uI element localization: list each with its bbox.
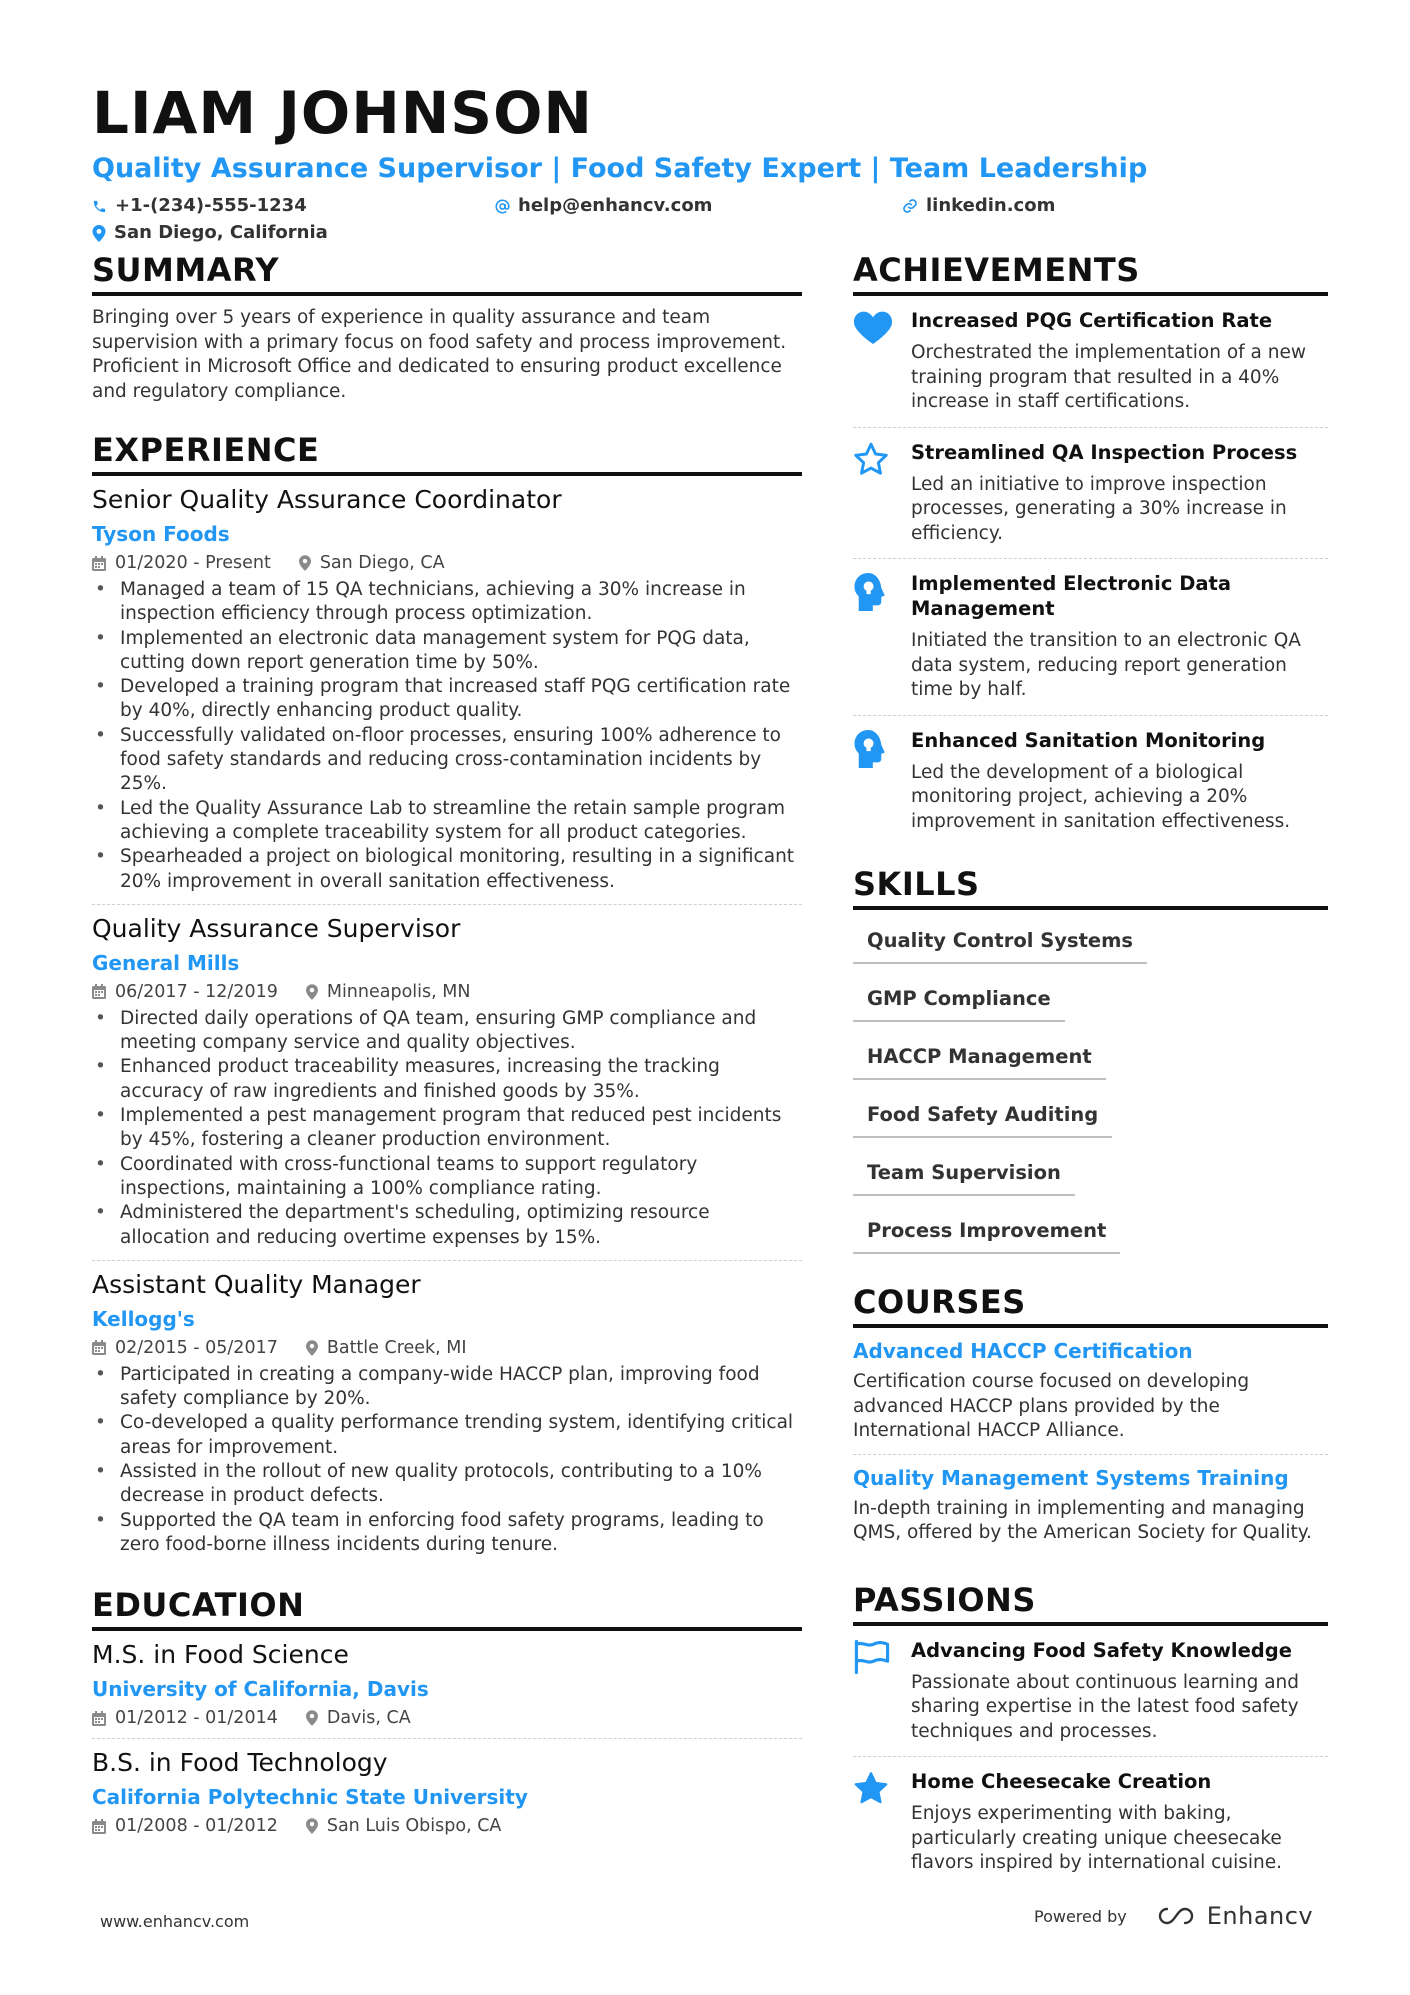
achievement-desc: Led an initiative to improve inspection processes, generating a 30% increase in efficiency.	[911, 473, 1287, 544]
star-outline-icon	[853, 442, 889, 476]
enhancv-logo-icon	[1153, 1903, 1199, 1929]
location-text: Battle Creek, MI	[326, 1337, 467, 1358]
bullet-item: • Managed a team of 15 QA technicians, achieving a 30% increase in inspection efficiency through process optimization.	[92, 578, 802, 627]
phone-text: +1-(234)-555-1234	[115, 195, 307, 216]
job-meta	[92, 1336, 802, 1360]
experience-heading: EXPERIENCE	[92, 430, 802, 476]
job-title: Assistant Quality Manager	[92, 1269, 421, 1299]
education-meta	[92, 1706, 802, 1730]
location-pin-icon	[306, 984, 318, 1000]
skill-tag: Quality Control Systems	[853, 920, 1147, 964]
job-meta	[92, 980, 802, 1004]
heart-icon	[853, 310, 893, 344]
location-pin-icon	[306, 1818, 318, 1834]
location-pin-icon	[306, 1340, 318, 1356]
skills-list	[853, 920, 1328, 1268]
summary-section	[92, 250, 802, 404]
right-column	[853, 250, 1328, 1914]
location-pin-icon	[299, 555, 311, 571]
experience-section	[92, 430, 802, 1567]
location-text: San Diego, CA	[319, 553, 445, 573]
link-icon	[902, 198, 918, 214]
company-name: Tyson Foods	[92, 522, 230, 546]
achievement-desc: Initiated the transition to an electronic QA data system, reducing report generation time by half.	[911, 630, 1301, 700]
passion-desc: Enjoys experimenting with baking, particularly creating unique cheesecake flavors inspired by international cuisine.	[911, 1803, 1282, 1873]
skills-heading: SKILLS	[853, 864, 1328, 910]
flag-icon	[853, 1640, 891, 1674]
footer-powered	[1034, 1902, 1313, 1930]
school-name: University of California, Davis	[92, 1677, 429, 1702]
bullet-item: • Implemented a pest management program that reduced pest incidents by 45%, fostering a cleaner production environment.	[92, 1104, 802, 1153]
achievement-icon-wrap	[853, 571, 911, 703]
bullet-item: • Directed daily operations of QA team, ensuring GMP compliance and meeting company service and quality objectives.	[92, 1007, 802, 1056]
achievement-icon-wrap	[853, 308, 911, 415]
contact-row	[92, 194, 1332, 218]
achievement-icon-wrap	[853, 728, 911, 835]
dates-text: 01/2020 - Present	[115, 553, 271, 573]
brand-text[interactable]: Enhancv	[1206, 1902, 1314, 1930]
achievement-body	[911, 308, 1328, 415]
education-dates	[92, 1814, 278, 1838]
skill-tag: Team Supervision	[853, 1152, 1075, 1196]
education-section	[92, 1585, 802, 1846]
passions-section	[853, 1580, 1328, 1888]
achievement-body	[911, 728, 1328, 835]
bullet-item: • Supported the QA team in enforcing food safety programs, leading to zero food-borne illness incidents during tenure.	[92, 1509, 802, 1558]
job-dates	[92, 1336, 278, 1360]
skills-section	[853, 864, 1328, 1268]
email-item[interactable]	[495, 194, 902, 218]
job-bullets	[92, 1007, 802, 1250]
school-name: California Polytechnic State University	[92, 1785, 528, 1810]
phone-icon	[92, 199, 107, 214]
job-location	[306, 980, 471, 1004]
course-title: Advanced HACCP Certification	[853, 1339, 1193, 1363]
education-meta	[92, 1814, 802, 1838]
education-location	[306, 1814, 502, 1838]
courses-section	[853, 1282, 1328, 1556]
brain-head-icon	[853, 573, 887, 611]
passions-heading: PASSIONS	[853, 1580, 1328, 1626]
job-dates	[92, 980, 278, 1004]
bullet-item: • Co-developed a quality performance trending system, identifying critical areas for improvement.	[92, 1411, 802, 1460]
bullet-item: • Enhanced product traceability measures, increasing the tracking accuracy of raw ingredients and finished goods by 35%.	[92, 1055, 802, 1104]
linkedin-item[interactable]	[902, 194, 1055, 218]
brain-head-icon	[853, 730, 887, 768]
passion-desc: Passionate about continuous learning and sharing expertise in the latest food safety techniques and processes.	[911, 1671, 1300, 1742]
education-heading: EDUCATION	[92, 1585, 802, 1631]
calendar-icon	[92, 984, 106, 999]
achievement-item	[853, 428, 1328, 560]
skill-tag: Food Safety Auditing	[853, 1094, 1112, 1138]
achievement-item	[853, 559, 1328, 716]
education-entry	[92, 1631, 802, 1739]
passion-item	[853, 1626, 1328, 1758]
passion-icon-wrap	[853, 1638, 911, 1745]
achievement-body	[911, 571, 1328, 703]
job-bullets	[92, 578, 802, 894]
achievement-icon-wrap	[853, 440, 911, 547]
education-entry	[92, 1739, 802, 1846]
skill-tag: HACCP Management	[853, 1036, 1106, 1080]
passion-body	[911, 1769, 1328, 1876]
achievement-desc: Led the development of a biological monitoring project, achieving a 20% improvement in sanitation effectiveness.	[911, 761, 1291, 832]
bullet-item: • Administered the department's scheduling, optimizing resource allocation and reducing overtime expenses by 15%.	[92, 1201, 802, 1250]
location-text: Davis, CA	[326, 1708, 411, 1729]
summary-text: Bringing over 5 years of experience in quality assurance and team supervision with a primary focus on food safety and process improvement. Proficient in Microsoft Office and dedicated to ensuring product excellence and regulatory compliance.	[92, 307, 787, 402]
achievement-title: Streamlined QA Inspection Process	[911, 440, 1298, 464]
skill-tag: GMP Compliance	[853, 978, 1065, 1022]
job-entry	[92, 1261, 802, 1567]
company-name: Kellogg's	[92, 1306, 195, 1331]
linkedin-text[interactable]: linkedin.com	[926, 195, 1056, 216]
calendar-icon	[92, 556, 106, 571]
dates-text: 06/2017 - 12/2019	[115, 981, 278, 1002]
job-location	[299, 551, 445, 575]
company-name: General Mills	[92, 950, 240, 975]
passion-body	[911, 1638, 1328, 1745]
bullet-item: • Assisted in the rollout of new quality protocols, contributing to a 10% decrease in product defects.	[92, 1460, 802, 1509]
summary-heading: SUMMARY	[92, 250, 802, 296]
location-item	[92, 221, 328, 245]
dates-text: 02/2015 - 05/2017	[115, 1337, 278, 1358]
job-bullets	[92, 1363, 802, 1557]
location-text: San Diego, California	[114, 222, 328, 243]
degree-title: B.S. in Food Technology	[92, 1748, 388, 1778]
job-title: Senior Quality Assurance Coordinator	[92, 485, 562, 514]
email-text[interactable]: help@enhancv.com	[518, 195, 713, 216]
bullet-item: • Implemented an electronic data management system for PQG data, cutting down report generation time by 50%.	[92, 627, 802, 676]
achievement-title: Implemented Electronic Data Management	[911, 572, 1232, 620]
location-pin-icon	[92, 225, 106, 242]
course-desc: In-depth training in implementing and managing QMS, offered by the American Society for Quality.	[853, 1497, 1312, 1543]
job-location	[306, 1336, 467, 1360]
passion-icon-wrap	[853, 1769, 911, 1876]
calendar-icon	[92, 1340, 106, 1355]
courses-heading: COURSES	[853, 1282, 1328, 1328]
dates-text: 01/2012 - 01/2014	[115, 1708, 278, 1729]
job-entry	[92, 476, 802, 905]
location-text: San Luis Obispo, CA	[326, 1816, 502, 1837]
bullet-item: • Participated in creating a company-wide HACCP plan, improving food safety compliance by 20%.	[92, 1363, 802, 1412]
star-filled-icon	[853, 1771, 889, 1805]
calendar-icon	[92, 1819, 106, 1834]
job-entry	[92, 905, 802, 1261]
left-column	[92, 250, 802, 1872]
achievement-item	[853, 716, 1328, 847]
skill-tag: Process Improvement	[853, 1210, 1120, 1254]
candidate-name: LIAM JOHNSON	[92, 79, 593, 147]
education-location	[306, 1706, 411, 1730]
dates-text: 01/2008 - 01/2012	[115, 1816, 278, 1837]
bullet-item: • Spearheaded a project on biological monitoring, resulting in a significant 20% improvement in overall sanitation effectiveness.	[92, 845, 802, 894]
powered-by-text: Powered by	[1034, 1906, 1127, 1926]
achievements-heading: ACHIEVEMENTS	[853, 250, 1328, 296]
footer-website[interactable]: www.enhancv.com	[100, 1912, 250, 1931]
location-pin-icon	[306, 1710, 318, 1726]
course-item	[853, 1455, 1328, 1556]
location-row	[92, 221, 1332, 245]
bullet-item: • Coordinated with cross-functional teams to support regulatory inspections, maintaining a 100% compliance rating.	[92, 1153, 802, 1202]
job-title: Quality Assurance Supervisor	[92, 913, 461, 943]
course-desc: Certification course focused on developing advanced HACCP plans provided by the International HACCP Alliance.	[853, 1371, 1250, 1441]
job-dates	[92, 551, 271, 575]
bullet-item: • Led the Quality Assurance Lab to streamline the retain sample program achieving a complete traceability system for all product categories.	[92, 797, 802, 846]
education-dates	[92, 1706, 278, 1730]
achievement-title: Increased PQG Certification Rate	[911, 309, 1273, 332]
location-text: Minneapolis, MN	[326, 981, 471, 1002]
course-item	[853, 1328, 1328, 1455]
calendar-icon	[92, 1711, 106, 1726]
achievement-title: Enhanced Sanitation Monitoring	[911, 728, 1266, 752]
achievements-section	[853, 250, 1328, 846]
bullet-item: • Developed a training program that increased staff PQG certification rate by 40%, directly enhancing product quality.	[92, 675, 802, 724]
achievement-body	[911, 440, 1328, 547]
degree-title: M.S. in Food Science	[92, 1640, 349, 1670]
passion-item	[853, 1757, 1328, 1888]
achievement-item	[853, 296, 1328, 428]
job-meta	[92, 551, 802, 575]
at-icon	[495, 199, 510, 214]
passion-title: Home Cheesecake Creation	[911, 1770, 1212, 1793]
achievement-desc: Orchestrated the implementation of a new training program that resulted in a 40% increase in staff certifications.	[911, 342, 1307, 412]
passion-title: Advancing Food Safety Knowledge	[911, 1638, 1292, 1662]
course-title: Quality Management Systems Training	[853, 1465, 1289, 1490]
bullet-item: • Successfully validated on-floor processes, ensuring 100% adherence to food safety standards and reducing cross-contamination incidents by 25%.	[92, 724, 802, 797]
phone-item	[92, 194, 495, 218]
headline: Quality Assurance Supervisor | Food Safety Expert | Team Leadership	[92, 153, 1148, 184]
resume-header	[92, 80, 1332, 245]
